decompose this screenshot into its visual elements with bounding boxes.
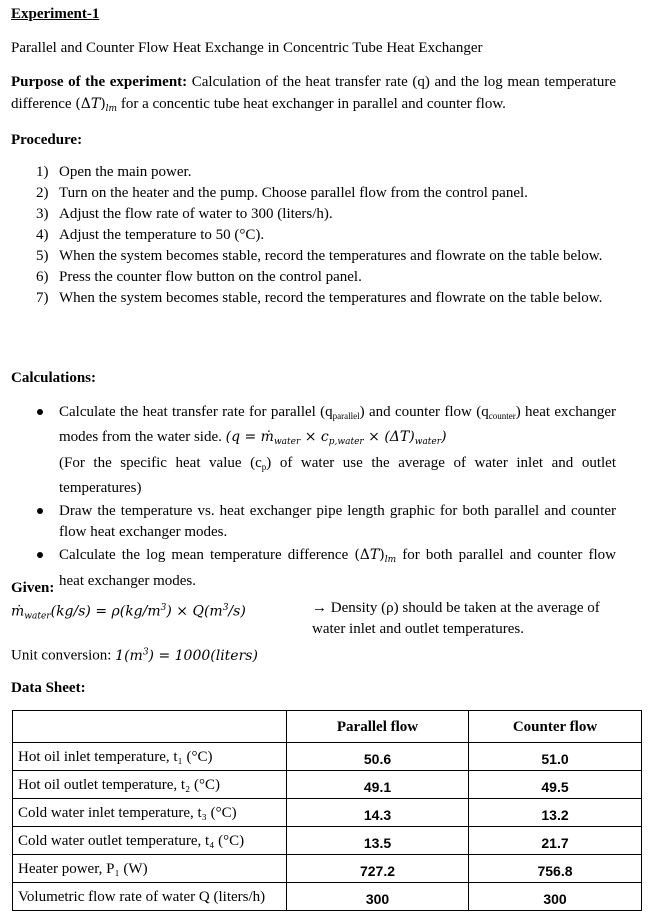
experiment-subtitle: Parallel and Counter Flow Heat Exchange in Concentric Tube Heat Exchanger: [11, 40, 483, 56]
bullet-icon: [36, 402, 59, 499]
table-row: [13, 771, 642, 799]
procedure-item: 3) Adjust the flow rate of water to 300 (liters/h).: [36, 206, 333, 222]
row-label: Volumetric flow rate of water Q (liters/h): [13, 883, 287, 911]
bullet-icon: [36, 501, 59, 543]
data-sheet-table: [12, 710, 642, 911]
parallel-value: 50.6: [363, 751, 392, 767]
calculations-list: [36, 402, 616, 594]
header-blank-cell: [13, 711, 287, 743]
row-label: Hot oil inlet temperature, t₁ (°C): [13, 743, 287, 771]
heat-rate-equation: (q = ṁ$_{water}$ × $c_{p,water} \times (\Delta T)_{water}$): [225, 429, 447, 447]
counter-value: 51.0: [541, 751, 569, 767]
procedure-item: 4) Adjust the temperature to 50 (°C).: [36, 227, 265, 243]
row-label: Hot oil outlet temperature, t₂ (°C): [13, 771, 287, 799]
purpose-paragraph: [11, 71, 616, 120]
calc-bullet-1: Calculate the heat transfer rate for parallel $(q_{parallel})$ and counter flow $(q_{counter})$ heat exchanger modes from the water side. (q = ṁ$_{water}$ × $c_{p,water} \times (\Delta T)_{water}$) (For the specific heat value $(c_p)$ of water use the average of water inlet and outlet temperatures): [36, 402, 616, 499]
lmtd-symbol: $(\Delta T)_{lm}$: [75, 96, 118, 114]
procedure-list: [36, 162, 616, 309]
purpose-label: Purpose of the experiment:: [11, 74, 188, 90]
row-label: Cold water inlet temperature, t₃ (°C): [13, 799, 287, 827]
parallel-value: 14.3: [363, 807, 392, 823]
counter-value: 300: [543, 891, 567, 907]
parallel-value: 13.5: [363, 835, 392, 851]
counter-value: 756.8: [537, 863, 573, 879]
calculations-heading: Calculations:: [11, 370, 97, 386]
parallel-value: 49.1: [363, 779, 392, 795]
parallel-value: 300: [365, 891, 390, 907]
table-row: [13, 883, 642, 911]
column-header-counter: Counter flow: [469, 711, 642, 743]
column-header-parallel: Parallel flow: [287, 711, 469, 743]
table-row: [13, 827, 642, 855]
data-sheet-heading: Data Sheet:: [11, 680, 86, 696]
parallel-value: 727.2: [359, 863, 396, 879]
experiment-title: Experiment-1: [11, 6, 100, 22]
calc-bullet-3: Calculate the log mean temperature difference $(\Delta T)_{lm}$ for both parallel and counter flow heat exchanger modes.: [36, 545, 616, 592]
counter-value: 13.2: [541, 807, 569, 823]
procedure-item: 5) When the system becomes stable, record the temperatures and flowrate on the table below.: [36, 248, 603, 264]
mass-flow-equation: ṁ$_{water}$(kg/s) = $\rho(kg/m^3) \times Q(m^3/s)$: [11, 603, 246, 622]
table-row: [13, 855, 642, 883]
procedure-item: 6) Press the counter flow button on the control panel.: [36, 269, 362, 285]
table-row: [13, 743, 642, 771]
purpose-text-a: Calculation of the heat transfer rate (q) and the log mean temperature difference: [11, 74, 616, 112]
procedure-item: 7) When the system becomes stable, record the temperatures and flowrate on the table below.: [36, 290, 603, 306]
procedure-item: 1) Open the main power.: [36, 164, 192, 180]
table-header-row: [13, 711, 642, 743]
row-label: Heater power, P₁ (W): [13, 855, 287, 883]
table-row: [13, 799, 642, 827]
lmtd-symbol: $(\Delta T)_{lm}$: [354, 547, 397, 565]
row-label: Cold water outlet temperature, t₄ (°C): [13, 827, 287, 855]
counter-value: 49.5: [541, 779, 569, 795]
density-note: → Density (ρ) should be taken at the average of water inlet and outlet temperatures.: [312, 600, 600, 637]
procedure-heading: Procedure:: [11, 132, 83, 148]
counter-value: 21.7: [541, 835, 569, 851]
given-heading: Given:: [11, 580, 55, 596]
purpose-text-b: for a concentic tube heat exchanger in parallel and counter flow.: [117, 96, 506, 112]
procedure-item: 2) Turn on the heater and the pump. Choose parallel flow from the control panel.: [36, 185, 528, 201]
unit-conversion: Unit conversion: $1(m^3)$ = 1000(liters): [11, 647, 258, 664]
calc-bullet-2: Draw the temperature vs. heat exchanger pipe length graphic for both parallel and counter flow heat exchanger modes.: [36, 501, 616, 543]
